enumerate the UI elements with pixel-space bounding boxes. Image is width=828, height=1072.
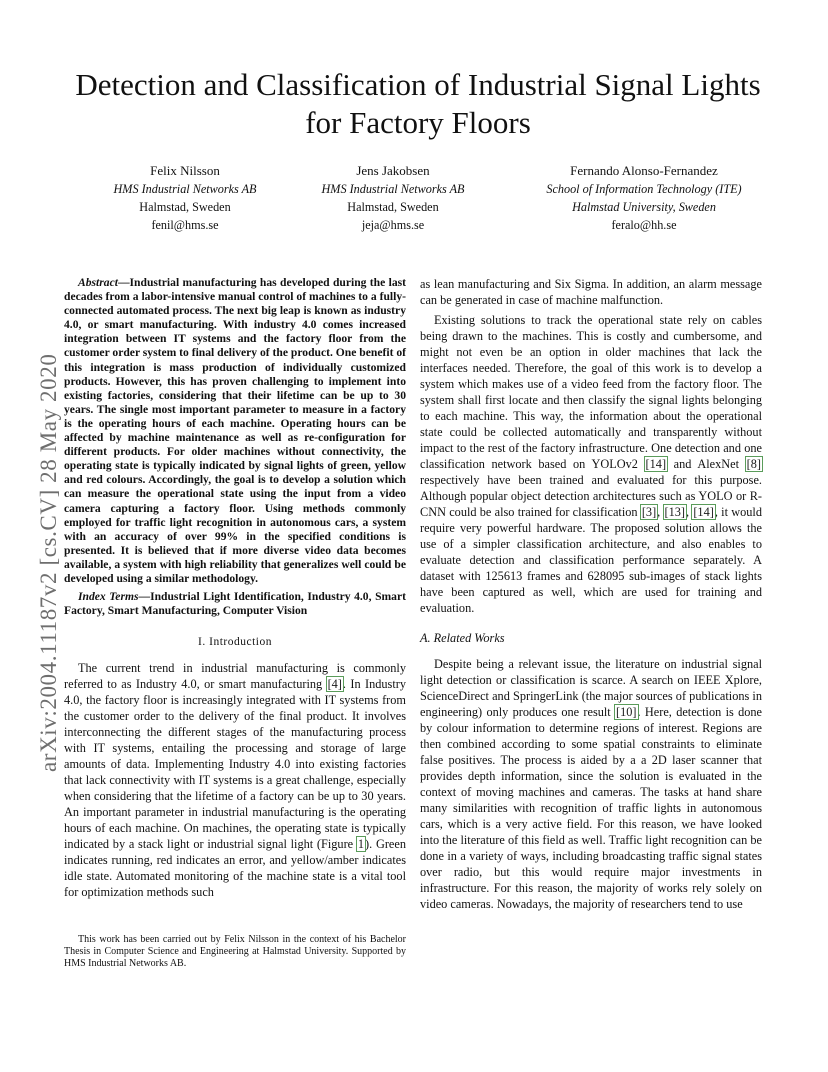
abstract-text: —Industrial manufacturing has developed during the last decades from a labor-intensive manual control of machines to a fully-connected automated process. The next big leap is known as industry 4.0, or smart manufacturing. With industry 4.0 comes increased integration between IT systems and the factory floor from the customer order system to final delivery of the product. One benefit of this integration is mass production of individually customized products. However, this has proven challenging to implement into existing factories, considering that their lifetime can be up to 30 years. The single most important parameter to measure in a factory is the operating hours of each machine. Operating hours can be affected by machine maintenance as well as re-configuration for different products. For older machines without connectivity, the operating state is typically indicated by signal lights of green, yellow and red colours. Accordingly, the goal is to develop a solution which can measure the operational state using the input from a video camera capturing a factory floor. Using methods commonly employed for traffic light recognition in autonomous cars, a system with an accuracy of over 99% in the specified conditions is presented. It is believed that if more diverse video data becomes available, a system with high reliability that generalizes well could be developed using a similar methodology.	[64, 276, 406, 585]
text-run: Existing solutions to track the operational state rely on cables being drawn to the machines. This is costly and cumbersome, and might not even be an option in older machines that lack the interfaces needed. Therefore, the goal of this work is to develop a system which makes use of a video feed from the factory floor. The system shall first locate and then classify the signal lights belonging to each machine. This way, the information about the operational state could be collected automatically and transparently without impact to the rest of the factory infrastructure. One detection and one classification network based on YOLOv2	[420, 313, 762, 471]
author-location: Halmstad, Sweden	[139, 200, 231, 214]
index-terms-label: Index Terms	[78, 590, 139, 604]
index-terms-text: —Industrial Light Identification, Industry 4.0, Smart Factory, Smart Manufacturing, Computer Vision	[64, 590, 406, 618]
paper-title: Detection and Classification of Industrial Signal Lights for Factory Floors	[75, 67, 761, 140]
paragraph	[420, 312, 762, 616]
text-run: ). Green indicates running, red indicates an error, and yellow/amber indicates idle state. Automated monitoring of the machine state is a vital tool for optimization methods such	[64, 837, 406, 900]
abstract-label: Abstract	[78, 276, 118, 289]
author-email: feralo@hh.se	[611, 218, 677, 232]
text-run: Despite being a relevant issue, the literature on industrial signal light detection or classification is scarce. A search on IEEE Xplore, ScienceDirect and SpringerLink (the major sources of publications in engineering) only produces one result	[420, 657, 762, 719]
author-name: Felix Nilsson	[150, 163, 220, 178]
paragraph: as lean manufacturing and Six Sigma. In addition, an alarm message can be generated in case of machine malfunction.	[420, 277, 762, 307]
text-run: , it would require very powerful hardware. The proposed solution allows the use of a simpler classification architecture, and also enables to evaluate detection and classification performance separately. A dataset with 125613 frames and 628095 sub-images of stack lights have been captured as well, which are used for training and evaluation.	[420, 505, 762, 615]
index-terms	[64, 590, 406, 618]
citation-link[interactable]: [8]	[746, 457, 761, 471]
text-run: . Here, detection is done by colour information to determine regions of interest. Regions are then combined according to some spatial constraints to eliminate false positives. The process is aided by a a 2D laser scanner that provides depth information, since the solution is evaluated in the context of moving machines and cameras. The tasks at hand share many similarities with recognition of traffic lights in autonomous cars, which is a very active field. For this reason, we have looked into the literature of this field as well. Traffic light recognition can be done in a variety of ways, including broadcasting traffic signal states over radio, but this would require major investments in infrastructure. For this reason, the majority of works rely solely on video cameras. Nowadays, the majority of researchers tend to use	[420, 705, 762, 911]
text-run: ,	[657, 505, 664, 519]
intro-paragraph	[64, 660, 406, 900]
author-name: Fernando Alonso-Fernandez	[570, 163, 718, 178]
text-run: ,	[686, 505, 693, 519]
citation-link[interactable]: [10]	[616, 705, 637, 719]
author-location: Halmstad, Sweden	[347, 200, 439, 214]
text-run: . In Industry 4.0, the factory floor is increasingly integrated with IT systems from the customer order to the delivery of the final product. It involves interconnecting the different stages of the manufacturing process with IT systems, entailing the processing and storage of large amounts of data. Implementing Industry 4.0 into existing factories that lack connectivity with IT systems is a great challenge, especially when considering that the lifetime of a factory can be up to 30 years. An important parameter in industrial manufacturing is the operating hours of each machine. On machines, the operating state is typically indicated by a stack light or industrial signal light (Figure	[64, 677, 406, 852]
author-2	[288, 162, 498, 234]
author-1	[80, 162, 290, 234]
author-block	[60, 162, 776, 242]
abstract	[64, 276, 406, 586]
text-run: and AlexNet	[667, 457, 746, 471]
citation-link[interactable]: [4]	[327, 677, 342, 692]
citation-link[interactable]: [14]	[693, 505, 714, 519]
left-column	[64, 276, 406, 904]
text-run: respectively have been trained and evaluated for this purpose. Although popular object detection architectures such as YOLO or R-CNN could be also trained for classification	[420, 473, 762, 519]
footnote: This work has been carried out by Felix Nilsson in the context of his Bachelor Thesis in Computer Science and Engineering at Halmstad University. Supported by HMS Industrial Networks AB.	[64, 934, 406, 970]
arxiv-sidebar-stamp	[36, 0, 62, 1072]
author-affiliation: School of Information Technology (ITE)	[546, 182, 742, 196]
figure-link[interactable]: 1	[357, 837, 365, 852]
right-column	[420, 276, 762, 916]
author-3	[494, 162, 794, 234]
author-affiliation: HMS Industrial Networks AB	[321, 182, 465, 196]
author-affiliation: HMS Industrial Networks AB	[113, 182, 257, 196]
subsection-heading-related-works: A. Related Works	[420, 631, 505, 645]
author-name: Jens Jakobsen	[356, 163, 430, 178]
paragraph	[420, 656, 762, 912]
citation-link[interactable]: [3]	[641, 505, 657, 519]
author-email: fenil@hms.se	[151, 218, 219, 232]
arxiv-identifier: arXiv:2004.11187v2 [cs.CV] 28 May 2020	[36, 353, 61, 772]
section-heading-introduction: I. Introduction	[198, 636, 272, 649]
text-run: The current trend in industrial manufacturing is commonly referred to as Industry 4.0, or smart manufacturing	[64, 661, 406, 692]
author-location: Halmstad University, Sweden	[572, 200, 716, 214]
citation-link[interactable]: [14]	[645, 457, 667, 471]
citation-link[interactable]: [13]	[664, 505, 685, 519]
author-email: jeja@hms.se	[361, 218, 425, 232]
